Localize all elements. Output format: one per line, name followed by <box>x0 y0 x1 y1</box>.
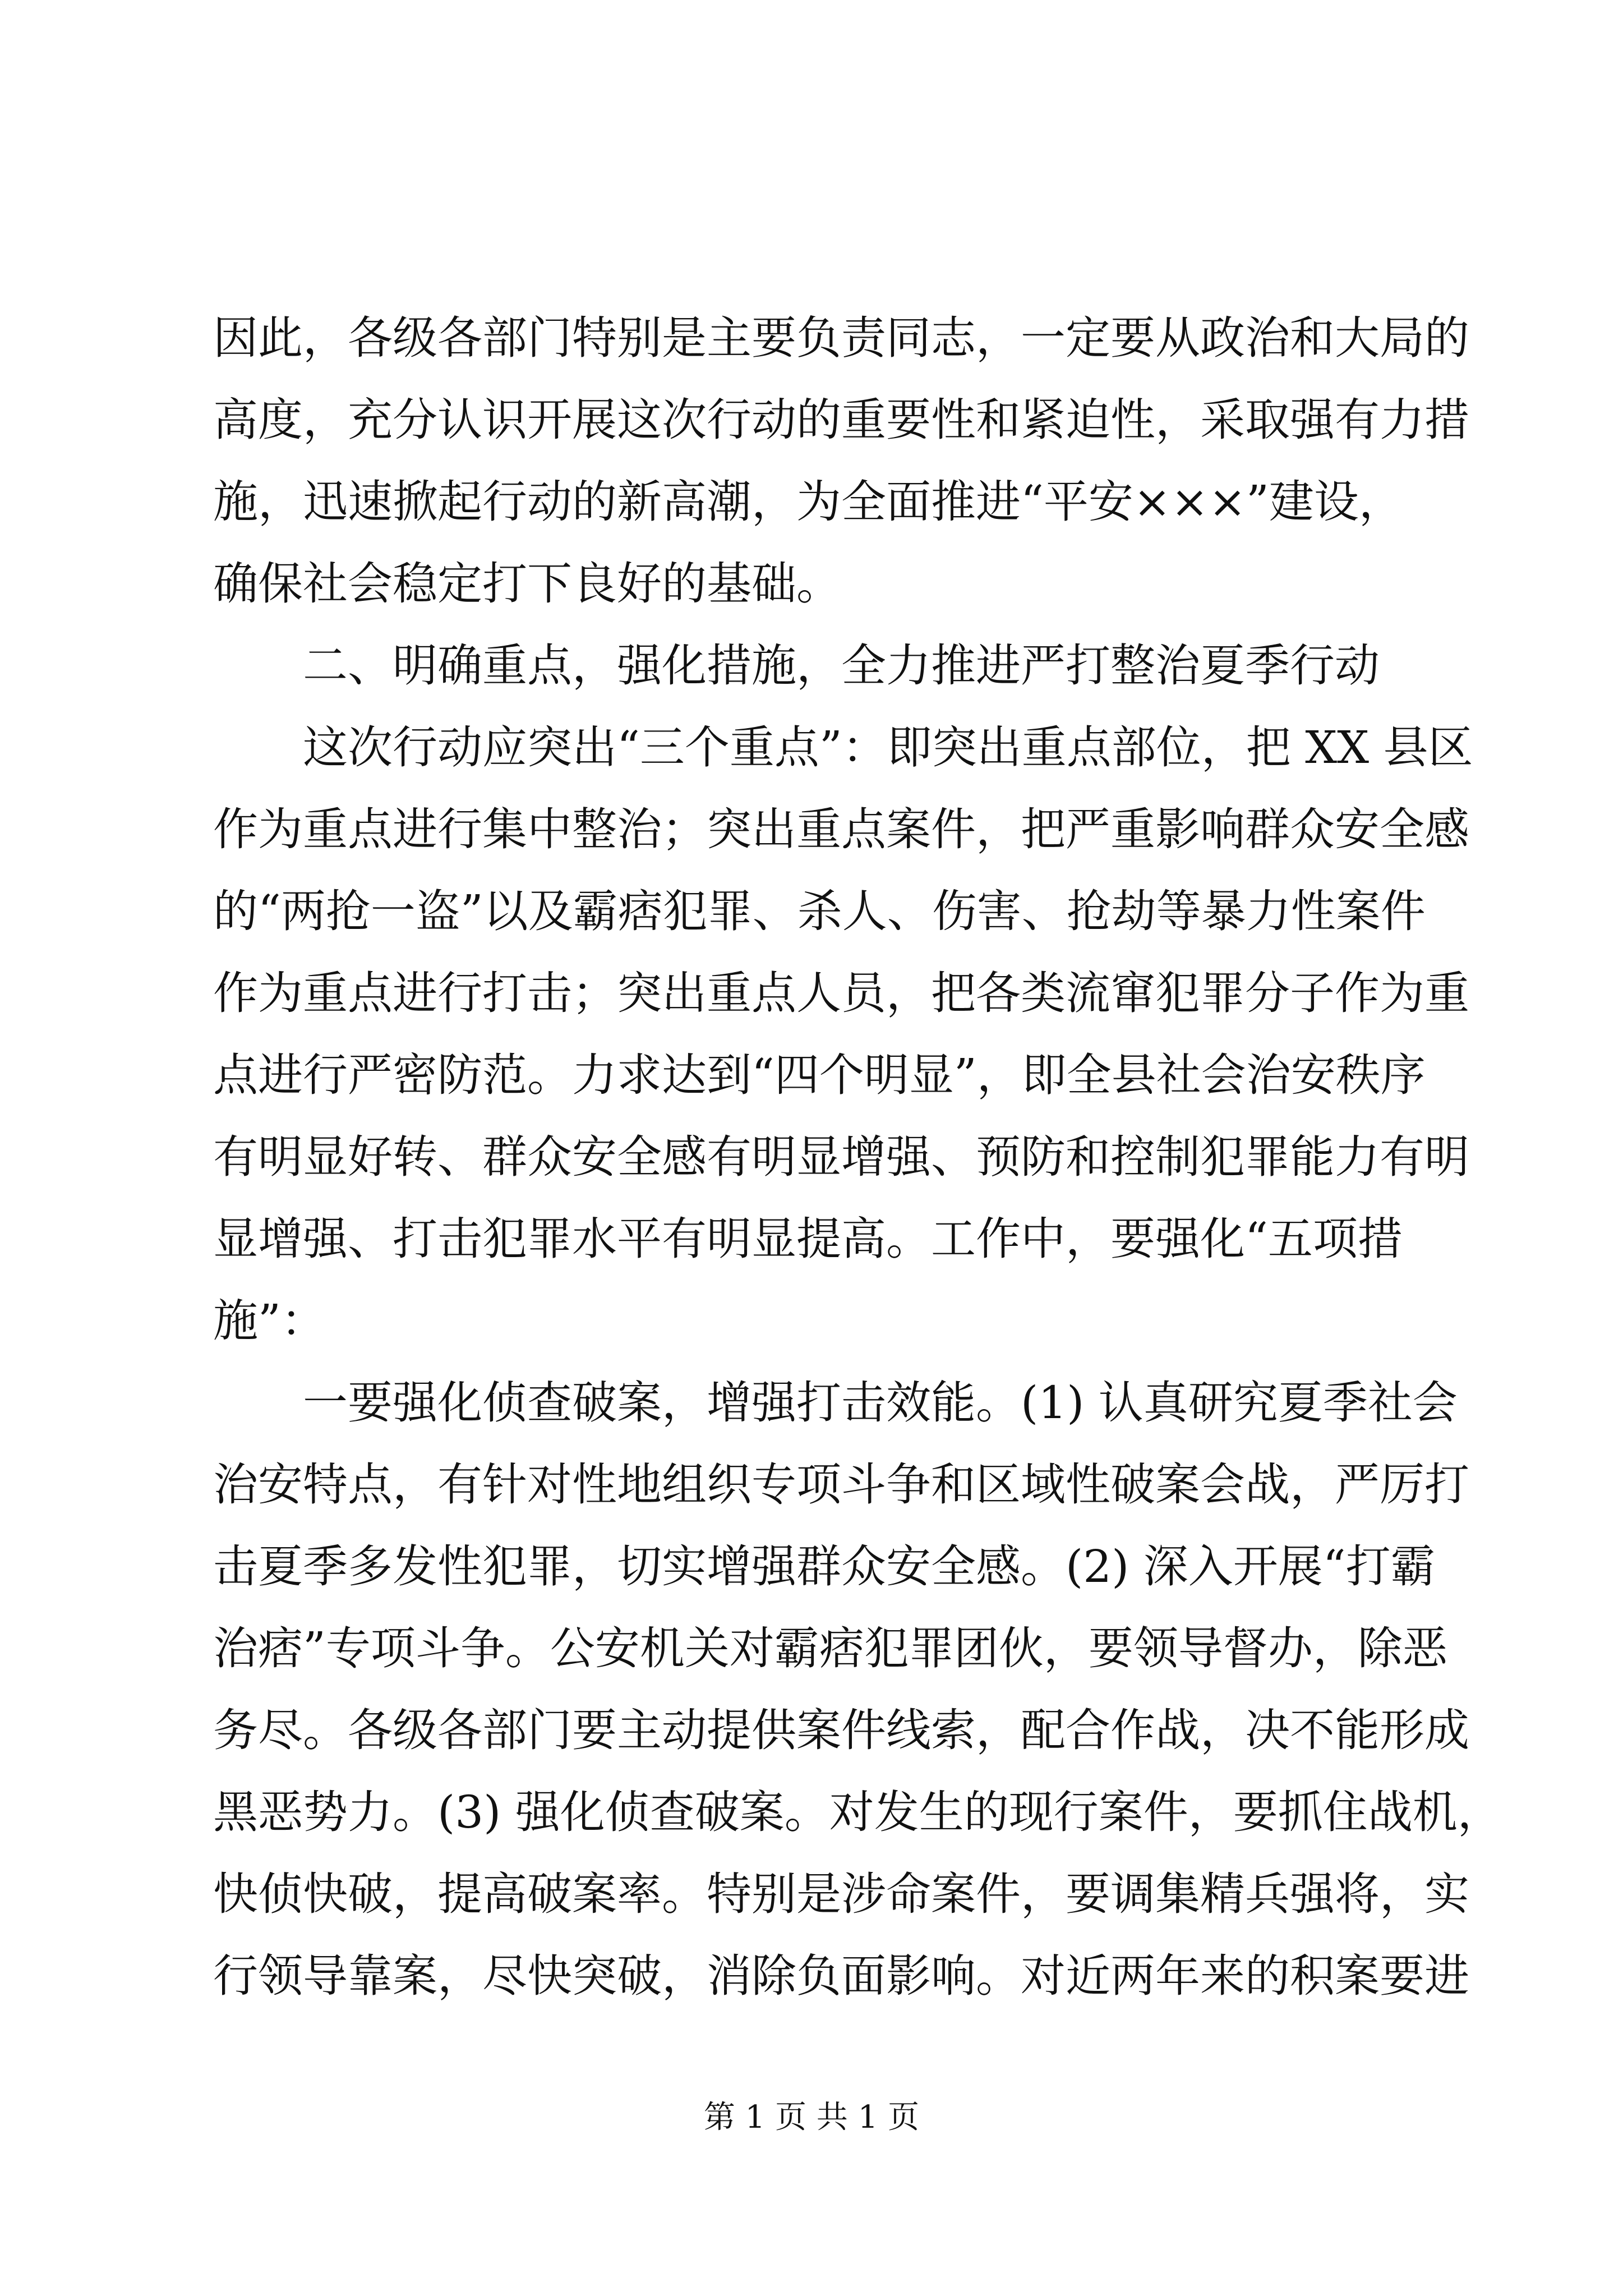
text-line: 点进行严密防范。力求达到“四个明显”，即全县社会治安秩序 <box>213 1049 1426 1101</box>
text-line: 行领导靠案，尽快突破，消除负面影响。对近两年来的积案要进 <box>213 1950 1469 2002</box>
text-line: 的“两抢一盗”以及霸痞犯罪、杀人、伤害、抢劫等暴力性案件 <box>213 885 1426 937</box>
document-body <box>213 297 1502 2017</box>
text-line: 治安特点，有针对性地组织专项斗争和区域性破案会战，严厉打 <box>213 1458 1469 1511</box>
text-line: 确保社会稳定打下良好的基础。 <box>213 558 841 610</box>
text-line: 高度，充分认识开展这次行动的重要性和紧迫性，采取强有力措 <box>213 394 1469 446</box>
text-line: 因此，各级各部门特别是主要负责同志，一定要从政治和大局的 <box>213 312 1469 364</box>
section-heading: 二、明确重点，强化措施，全力推进严打整治夏季行动 <box>303 639 1380 692</box>
text-line: 显增强、打击犯罪水平有明显提高。工作中，要强化“五项措 <box>213 1213 1403 1265</box>
text-line: 治痞”专项斗争。公安机关对霸痞犯罪团伙，要领导督办，除恶 <box>213 1622 1447 1674</box>
text-line: 黑恶势力。(3) 强化侦查破案。对发生的现行案件，要抓住战机， <box>213 1786 1502 1838</box>
text-line: 作为重点进行打击；突出重点人员，把各类流窜犯罪分子作为重 <box>213 967 1469 1019</box>
text-line: 施，迅速掀起行动的新高潮，为全面推进“平安×××”建设， <box>213 476 1404 528</box>
text-line: 施”： <box>213 1295 326 1347</box>
text-line: 有明显好转、群众安全感有明显增强、预防和控制犯罪能力有明 <box>213 1131 1469 1183</box>
page-footer <box>0 2098 1623 2137</box>
page-number-label: 第 1 页 共 1 页 <box>703 2099 920 2136</box>
text-line: 击夏季多发性犯罪，切实增强群众安全感。(2) 深入开展“打霸 <box>213 1540 1436 1593</box>
text-line: 作为重点进行集中整治；突出重点案件，把严重影响群众安全感 <box>213 803 1469 855</box>
text-line: 一要强化侦查破案，增强打击效能。(1) 认真研究夏季社会 <box>303 1377 1458 1429</box>
text-line: 快侦快破，提高破案率。特别是涉命案件，要调集精兵强将，实 <box>213 1868 1469 1920</box>
text-line: 务尽。各级各部门要主动提供案件线索，配合作战，决不能形成 <box>213 1704 1469 1756</box>
text-line: 这次行动应突出“三个重点”：即突出重点部位，把 XX 县区 <box>303 721 1473 774</box>
